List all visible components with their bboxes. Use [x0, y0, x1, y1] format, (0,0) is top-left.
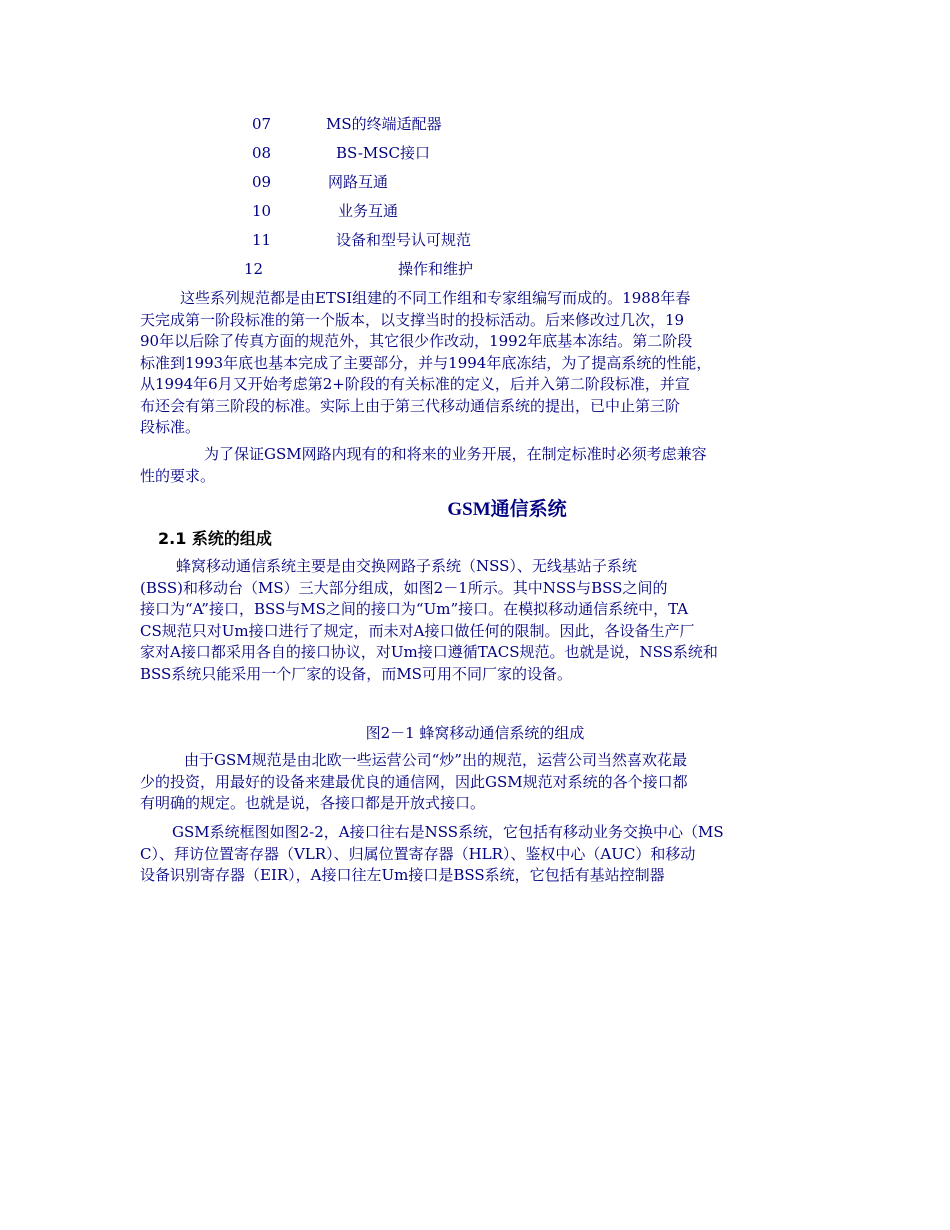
text-line: 蜂窝移动通信系统主要是由交换网路子系统（NSS）、无线基站子系统 [176, 557, 637, 575]
text-line: 有明确的规定。也就是说，各接口都是开放式接口。 [140, 794, 486, 812]
text-line: 天完成第一阶段标准的第一个版本，以支撑当时的投标活动。后来修改过几次，19 [140, 310, 685, 329]
text-line: 少的投资，用最好的设备来建最优良的通信网，因此GSM规范对系统的各个接口都 [140, 772, 688, 791]
text-line: CS规范只对Um接口进行了规定，而未对A接口做任何的限制。因此，各设备生产厂 [140, 621, 695, 640]
paragraph-system-diagram [140, 822, 812, 887]
spec-label: 设备和型号认可规范 [336, 231, 472, 249]
spec-number: 12 [244, 260, 264, 278]
spec-number: 07 [252, 115, 272, 133]
text-line: 家对A接口都采用各自的接口协议，对Um接口遵循TACS规范。也就是说，NSS系统和 [140, 643, 718, 661]
text-line: 从1994年6月又开始考虑第2+阶段的有关标准的定义，后并入第二阶段标准，并宣 [140, 375, 690, 393]
paragraph-spec-history [140, 288, 812, 439]
section-title: GSM通信系统 [447, 499, 567, 520]
spec-label: BS-MSC接口 [336, 144, 431, 162]
spec-number: 10 [252, 202, 272, 220]
spec-number: 11 [252, 231, 272, 249]
figure-caption: 图2－1 蜂窝移动通信系统的组成 [365, 724, 585, 742]
spec-label: 业务互通 [338, 202, 399, 220]
paragraph-compatibility [140, 444, 812, 487]
spec-number: 08 [252, 144, 272, 162]
text-line: 90年以后除了传真方面的规范外，其它很少作改动，1992年底基本冻结。第二阶段 [140, 332, 693, 350]
text-line: 设备识别寄存器（EIR），A接口往左Um接口是BSS系统，它包括有基站控制器 [140, 866, 665, 884]
text-line: 由于GSM规范是由北欧一些运营公司“炒”出的规范，运营公司当然喜欢花最 [184, 751, 687, 769]
spec-label: 操作和维护 [398, 260, 474, 278]
text-line: GSM系统框图如图2-2，A接口往右是NSS系统，它包括有移动业务交换中心（MS [172, 823, 724, 841]
text-line: 段标准。 [140, 418, 201, 436]
spec-number: 09 [252, 173, 272, 191]
spec-label: 网路互通 [328, 173, 389, 191]
text-line: (BSS)和移动台（MS）三大部分组成，如图2－1所示。其中NSS与BSS之间的 [140, 578, 668, 597]
paragraph-open-interfaces [140, 750, 812, 815]
text-line: 接口为“A”接口，BSS与MS之间的接口为“Um”接口。在模拟移动通信系统中，TA [140, 600, 689, 618]
text-line: 为了保证GSM网路内现有的和将来的业务开展，在制定标准时必须考虑兼容 [204, 445, 707, 463]
spec-label: MS的终端适配器 [326, 115, 442, 133]
subsection-title: 2.1 系统的组成 [158, 529, 272, 548]
text-line: C）、拜访位置寄存器（VLR）、归属位置寄存器（HLR）、鉴权中心（AUC）和移动 [140, 844, 696, 863]
text-line: 性的要求。 [140, 466, 216, 485]
text-line: 布还会有第三阶段的标准。实际上由于第三代移动通信系统的提出，已中止第三阶 [140, 396, 681, 415]
text-line: 标准到1993年底也基本完成了主要部分，并与1994年底冻结，为了提高系统的性能， [140, 353, 712, 372]
paragraph-system-composition [140, 556, 812, 685]
text-line: 这些系列规范都是由ETSI组建的不同工作组和专家组编写而成的。1988年春 [180, 289, 691, 307]
text-line: BSS系统只能采用一个厂家的设备，而MS可用不同厂家的设备。 [140, 664, 572, 683]
